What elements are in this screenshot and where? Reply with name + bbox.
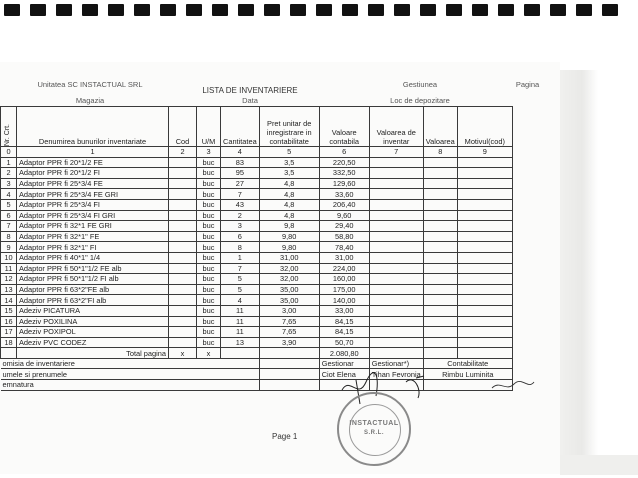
row-inv-value <box>369 242 423 253</box>
row-price: 35,00 <box>259 295 319 306</box>
row-value: 129,60 <box>319 178 369 189</box>
document-header <box>0 74 555 106</box>
row-price: 7,65 <box>259 316 319 327</box>
row-um: buc <box>197 157 221 168</box>
table-row <box>1 252 513 263</box>
row-price: 4,8 <box>259 189 319 200</box>
row-code <box>169 221 197 232</box>
row-qty: 11 <box>221 316 260 327</box>
row-um: buc <box>197 199 221 210</box>
row-price: 9,8 <box>259 221 319 232</box>
row-code <box>169 284 197 295</box>
col-number: 0 <box>1 147 17 158</box>
row-reason <box>457 157 512 168</box>
row-um: buc <box>197 305 221 316</box>
row-code <box>169 168 197 179</box>
col-reason: Motivul(cod) <box>457 107 512 147</box>
col-qty: Cantitatea <box>221 107 260 147</box>
table-row <box>1 284 513 295</box>
row-nr: 7 <box>1 221 17 232</box>
col-number: 1 <box>17 147 169 158</box>
table-row <box>1 305 513 316</box>
row-um: buc <box>197 231 221 242</box>
row-code <box>169 252 197 263</box>
row-price: 4,8 <box>259 178 319 189</box>
row-code <box>169 305 197 316</box>
row-price: 35,00 <box>259 284 319 295</box>
row-name: Adaptor PPR fi 63*2"FE alb <box>17 284 169 295</box>
row-nr: 11 <box>1 263 17 274</box>
row-code <box>169 189 197 200</box>
table-row <box>1 189 513 200</box>
row-value2 <box>423 210 457 221</box>
row-um: buc <box>197 178 221 189</box>
row-value2 <box>423 178 457 189</box>
table-row <box>1 210 513 221</box>
row-inv-value <box>369 199 423 210</box>
row-qty: 5 <box>221 274 260 285</box>
table-row <box>1 168 513 179</box>
total-row <box>1 348 513 359</box>
row-price: 3,5 <box>259 157 319 168</box>
name-label: umele si prenumele <box>1 369 260 380</box>
row-nr: 18 <box>1 337 17 348</box>
row-um: buc <box>197 316 221 327</box>
accounting-name: Rimbu Luminita <box>423 369 512 380</box>
total-um: x <box>197 348 221 359</box>
col-number: 5 <box>259 147 319 158</box>
col-number: 4 <box>221 147 260 158</box>
row-price: 3,5 <box>259 168 319 179</box>
row-value2 <box>423 231 457 242</box>
row-price: 32,00 <box>259 263 319 274</box>
row-um: buc <box>197 295 221 306</box>
row-um: buc <box>197 263 221 274</box>
row-qty: 6 <box>221 231 260 242</box>
row-reason <box>457 274 512 285</box>
row-inv-value <box>369 284 423 295</box>
row-code <box>169 178 197 189</box>
row-value: 33,00 <box>319 305 369 316</box>
accounting-label: Contabilitate <box>423 358 512 369</box>
row-inv-value <box>369 295 423 306</box>
row-code <box>169 316 197 327</box>
row-name: Adaptor PPR fi 50*1"1/2 FE alb <box>17 263 169 274</box>
company-stamp <box>337 392 411 466</box>
row-reason <box>457 199 512 210</box>
gestionar-name: Ciot Elena <box>319 369 369 380</box>
row-value: 29,40 <box>319 221 369 232</box>
row-name: Adaptor PPR fi 25*3/4 FE <box>17 178 169 189</box>
location-label: Loc de depozitare <box>390 96 450 105</box>
row-inv-value <box>369 327 423 338</box>
row-nr: 3 <box>1 178 17 189</box>
col-nr: Nr. Crt. <box>4 123 11 146</box>
date-label: Data <box>242 96 258 105</box>
row-name: Adeziv PICATURA <box>17 305 169 316</box>
gestionar2-name: Tihan Fevronia <box>369 369 423 380</box>
row-value: 175,00 <box>319 284 369 295</box>
store-label: Magazia <box>75 96 105 105</box>
row-qty: 27 <box>221 178 260 189</box>
col-code: Cod <box>169 107 197 147</box>
row-name: Adeziv POXIPOL <box>17 327 169 338</box>
row-nr: 15 <box>1 305 17 316</box>
col-number: 3 <box>197 147 221 158</box>
row-name: Adaptor PPR fi 32*1 FE GRI <box>17 221 169 232</box>
row-inv-value <box>369 231 423 242</box>
row-value: 58,80 <box>319 231 369 242</box>
col-name: Denumirea bunurilor inventariate <box>17 107 169 147</box>
row-inv-value <box>369 252 423 263</box>
row-qty: 11 <box>221 327 260 338</box>
row-code <box>169 327 197 338</box>
row-name: Adaptor PPR fi 20*1/2 FE <box>17 157 169 168</box>
table-row <box>1 221 513 232</box>
row-reason <box>457 263 512 274</box>
col-value: Valoarea <box>423 107 457 147</box>
row-inv-value <box>369 274 423 285</box>
row-value2 <box>423 157 457 168</box>
row-value2 <box>423 168 457 179</box>
row-name: Adeziv POXILINA <box>17 316 169 327</box>
table-row <box>1 295 513 306</box>
row-reason <box>457 231 512 242</box>
row-name: Adaptor PPR fi 32*1" FE <box>17 231 169 242</box>
inventory-table <box>0 106 513 391</box>
row-qty: 13 <box>221 337 260 348</box>
row-value: 140,00 <box>319 295 369 306</box>
col-number: 8 <box>423 147 457 158</box>
commission-row <box>1 358 513 369</box>
row-nr: 13 <box>1 284 17 295</box>
row-value2 <box>423 242 457 253</box>
row-value: 84,15 <box>319 327 369 338</box>
document-title: LISTA DE INVENTARIERE <box>202 86 298 95</box>
row-reason <box>457 284 512 295</box>
row-value2 <box>423 221 457 232</box>
row-um: buc <box>197 274 221 285</box>
row-nr: 9 <box>1 242 17 253</box>
row-price: 9,80 <box>259 231 319 242</box>
col-number: 2 <box>169 147 197 158</box>
col-um: U/M <box>197 107 221 147</box>
row-code <box>169 295 197 306</box>
col-book-value: Valoare contabila <box>319 107 369 147</box>
row-reason <box>457 242 512 253</box>
table-header-row <box>1 107 513 147</box>
row-qty: 83 <box>221 157 260 168</box>
row-reason <box>457 295 512 306</box>
row-name: Adaptor PPR fi 40*1" 1/4 <box>17 252 169 263</box>
signature-scribble-2 <box>402 372 442 402</box>
table-row <box>1 337 513 348</box>
row-inv-value <box>369 337 423 348</box>
unit-label: Unitatea SC INSTACTUAL SRL <box>37 80 143 89</box>
row-nr: 8 <box>1 231 17 242</box>
row-reason <box>457 221 512 232</box>
row-qty: 95 <box>221 168 260 179</box>
row-code <box>169 210 197 221</box>
col-number: 6 <box>319 147 369 158</box>
row-value: 220,50 <box>319 157 369 168</box>
signature-label: emnatura <box>1 380 260 391</box>
row-value: 332,50 <box>319 168 369 179</box>
gestionar2-label: Gestionar*) <box>369 358 423 369</box>
row-code <box>169 337 197 348</box>
row-um: buc <box>197 252 221 263</box>
total-code: x <box>169 348 197 359</box>
table-row <box>1 263 513 274</box>
row-nr: 1 <box>1 157 17 168</box>
signature-scribble-3 <box>488 378 538 394</box>
gestionar-label: Gestionar <box>319 358 369 369</box>
page-label: Pagina <box>515 80 540 89</box>
row-name: Adaptor PPR fi 25*3/4 FI <box>17 199 169 210</box>
row-name: Adaptor PPR fi 50*1"1/2 FI alb <box>17 274 169 285</box>
row-um: buc <box>197 337 221 348</box>
row-qty: 8 <box>221 242 260 253</box>
row-nr: 10 <box>1 252 17 263</box>
row-name: Adaptor PPR fi 32*1" FI <box>17 242 169 253</box>
row-um: buc <box>197 189 221 200</box>
row-value2 <box>423 199 457 210</box>
row-price: 4,8 <box>259 199 319 210</box>
row-price: 4,8 <box>259 210 319 221</box>
manager-label: Gestiunea <box>402 80 438 89</box>
row-code <box>169 199 197 210</box>
row-nr: 5 <box>1 199 17 210</box>
row-price: 3,90 <box>259 337 319 348</box>
row-value2 <box>423 284 457 295</box>
table-row <box>1 157 513 168</box>
row-reason <box>457 305 512 316</box>
row-um: buc <box>197 284 221 295</box>
row-value: 84,15 <box>319 316 369 327</box>
row-value: 206,40 <box>319 199 369 210</box>
table-row <box>1 274 513 285</box>
commission-label: omisia de inventariere <box>1 358 260 369</box>
row-qty: 43 <box>221 199 260 210</box>
row-code <box>169 157 197 168</box>
row-price: 31,00 <box>259 252 319 263</box>
row-qty: 7 <box>221 189 260 200</box>
row-um: buc <box>197 210 221 221</box>
stamp-name: INSTACTUAL <box>349 420 399 427</box>
table-row <box>1 242 513 253</box>
row-value2 <box>423 263 457 274</box>
row-value: 33,60 <box>319 189 369 200</box>
row-value2 <box>423 274 457 285</box>
row-reason <box>457 252 512 263</box>
row-value: 9,60 <box>319 210 369 221</box>
row-value2 <box>423 189 457 200</box>
row-name: Adaptor PPR fi 25*3/4 FI GRI <box>17 210 169 221</box>
row-value: 78,40 <box>319 242 369 253</box>
row-value2 <box>423 305 457 316</box>
row-value2 <box>423 337 457 348</box>
row-um: buc <box>197 221 221 232</box>
row-price: 32,00 <box>259 274 319 285</box>
column-number-row <box>1 147 513 158</box>
row-nr: 12 <box>1 274 17 285</box>
col-number: 9 <box>457 147 512 158</box>
row-um: buc <box>197 168 221 179</box>
row-price: 3,00 <box>259 305 319 316</box>
row-value2 <box>423 295 457 306</box>
row-um: buc <box>197 242 221 253</box>
row-reason <box>457 168 512 179</box>
page-edge-bottom <box>560 455 638 475</box>
row-nr: 2 <box>1 168 17 179</box>
row-value: 50,70 <box>319 337 369 348</box>
row-inv-value <box>369 157 423 168</box>
col-number: 7 <box>369 147 423 158</box>
row-inv-value <box>369 221 423 232</box>
row-inv-value <box>369 305 423 316</box>
row-reason <box>457 178 512 189</box>
row-reason <box>457 210 512 221</box>
row-inv-value <box>369 263 423 274</box>
col-price: Pret unitar de inregistrare in contabilitate <box>259 107 319 147</box>
row-nr: 4 <box>1 189 17 200</box>
row-code <box>169 242 197 253</box>
row-inv-value <box>369 178 423 189</box>
row-value2 <box>423 316 457 327</box>
table-row <box>1 199 513 210</box>
total-value: 2.080,80 <box>319 348 369 359</box>
total-label: Total pagina <box>17 348 169 359</box>
row-value: 31,00 <box>319 252 369 263</box>
table-row <box>1 178 513 189</box>
row-qty: 5 <box>221 284 260 295</box>
row-price: 7,65 <box>259 327 319 338</box>
table-row <box>1 231 513 242</box>
stamp-suffix: S.R.L. <box>363 430 384 436</box>
row-qty: 4 <box>221 295 260 306</box>
row-qty: 2 <box>221 210 260 221</box>
row-reason <box>457 327 512 338</box>
row-nr: 16 <box>1 316 17 327</box>
row-qty: 11 <box>221 305 260 316</box>
row-value: 224,00 <box>319 263 369 274</box>
row-nr: 17 <box>1 327 17 338</box>
col-inv-value: Valoarea de inventar <box>369 107 423 147</box>
page-number: Page 1 <box>272 432 298 441</box>
row-um: buc <box>197 327 221 338</box>
row-value2 <box>423 327 457 338</box>
row-inv-value <box>369 189 423 200</box>
spiral-binding <box>0 0 638 26</box>
row-inv-value <box>369 316 423 327</box>
table-row <box>1 327 513 338</box>
row-name: Adaptor PPR fi 20*1/2 FI <box>17 168 169 179</box>
row-code <box>169 274 197 285</box>
row-name: Adeziv PVC CODEZ <box>17 337 169 348</box>
row-code <box>169 231 197 242</box>
row-reason <box>457 189 512 200</box>
row-nr: 6 <box>1 210 17 221</box>
row-name: Adaptor PPR fi 25*3/4 FE GRI <box>17 189 169 200</box>
row-reason <box>457 337 512 348</box>
row-price: 9,80 <box>259 242 319 253</box>
row-name: Adaptor PPR fi 63*2"FI alb <box>17 295 169 306</box>
table-row <box>1 316 513 327</box>
row-nr: 14 <box>1 295 17 306</box>
row-qty: 7 <box>221 263 260 274</box>
row-inv-value <box>369 210 423 221</box>
row-reason <box>457 316 512 327</box>
row-code <box>169 263 197 274</box>
row-qty: 1 <box>221 252 260 263</box>
row-inv-value <box>369 168 423 179</box>
row-value2 <box>423 252 457 263</box>
page-edge <box>558 70 598 460</box>
row-qty: 3 <box>221 221 260 232</box>
row-value: 160,00 <box>319 274 369 285</box>
